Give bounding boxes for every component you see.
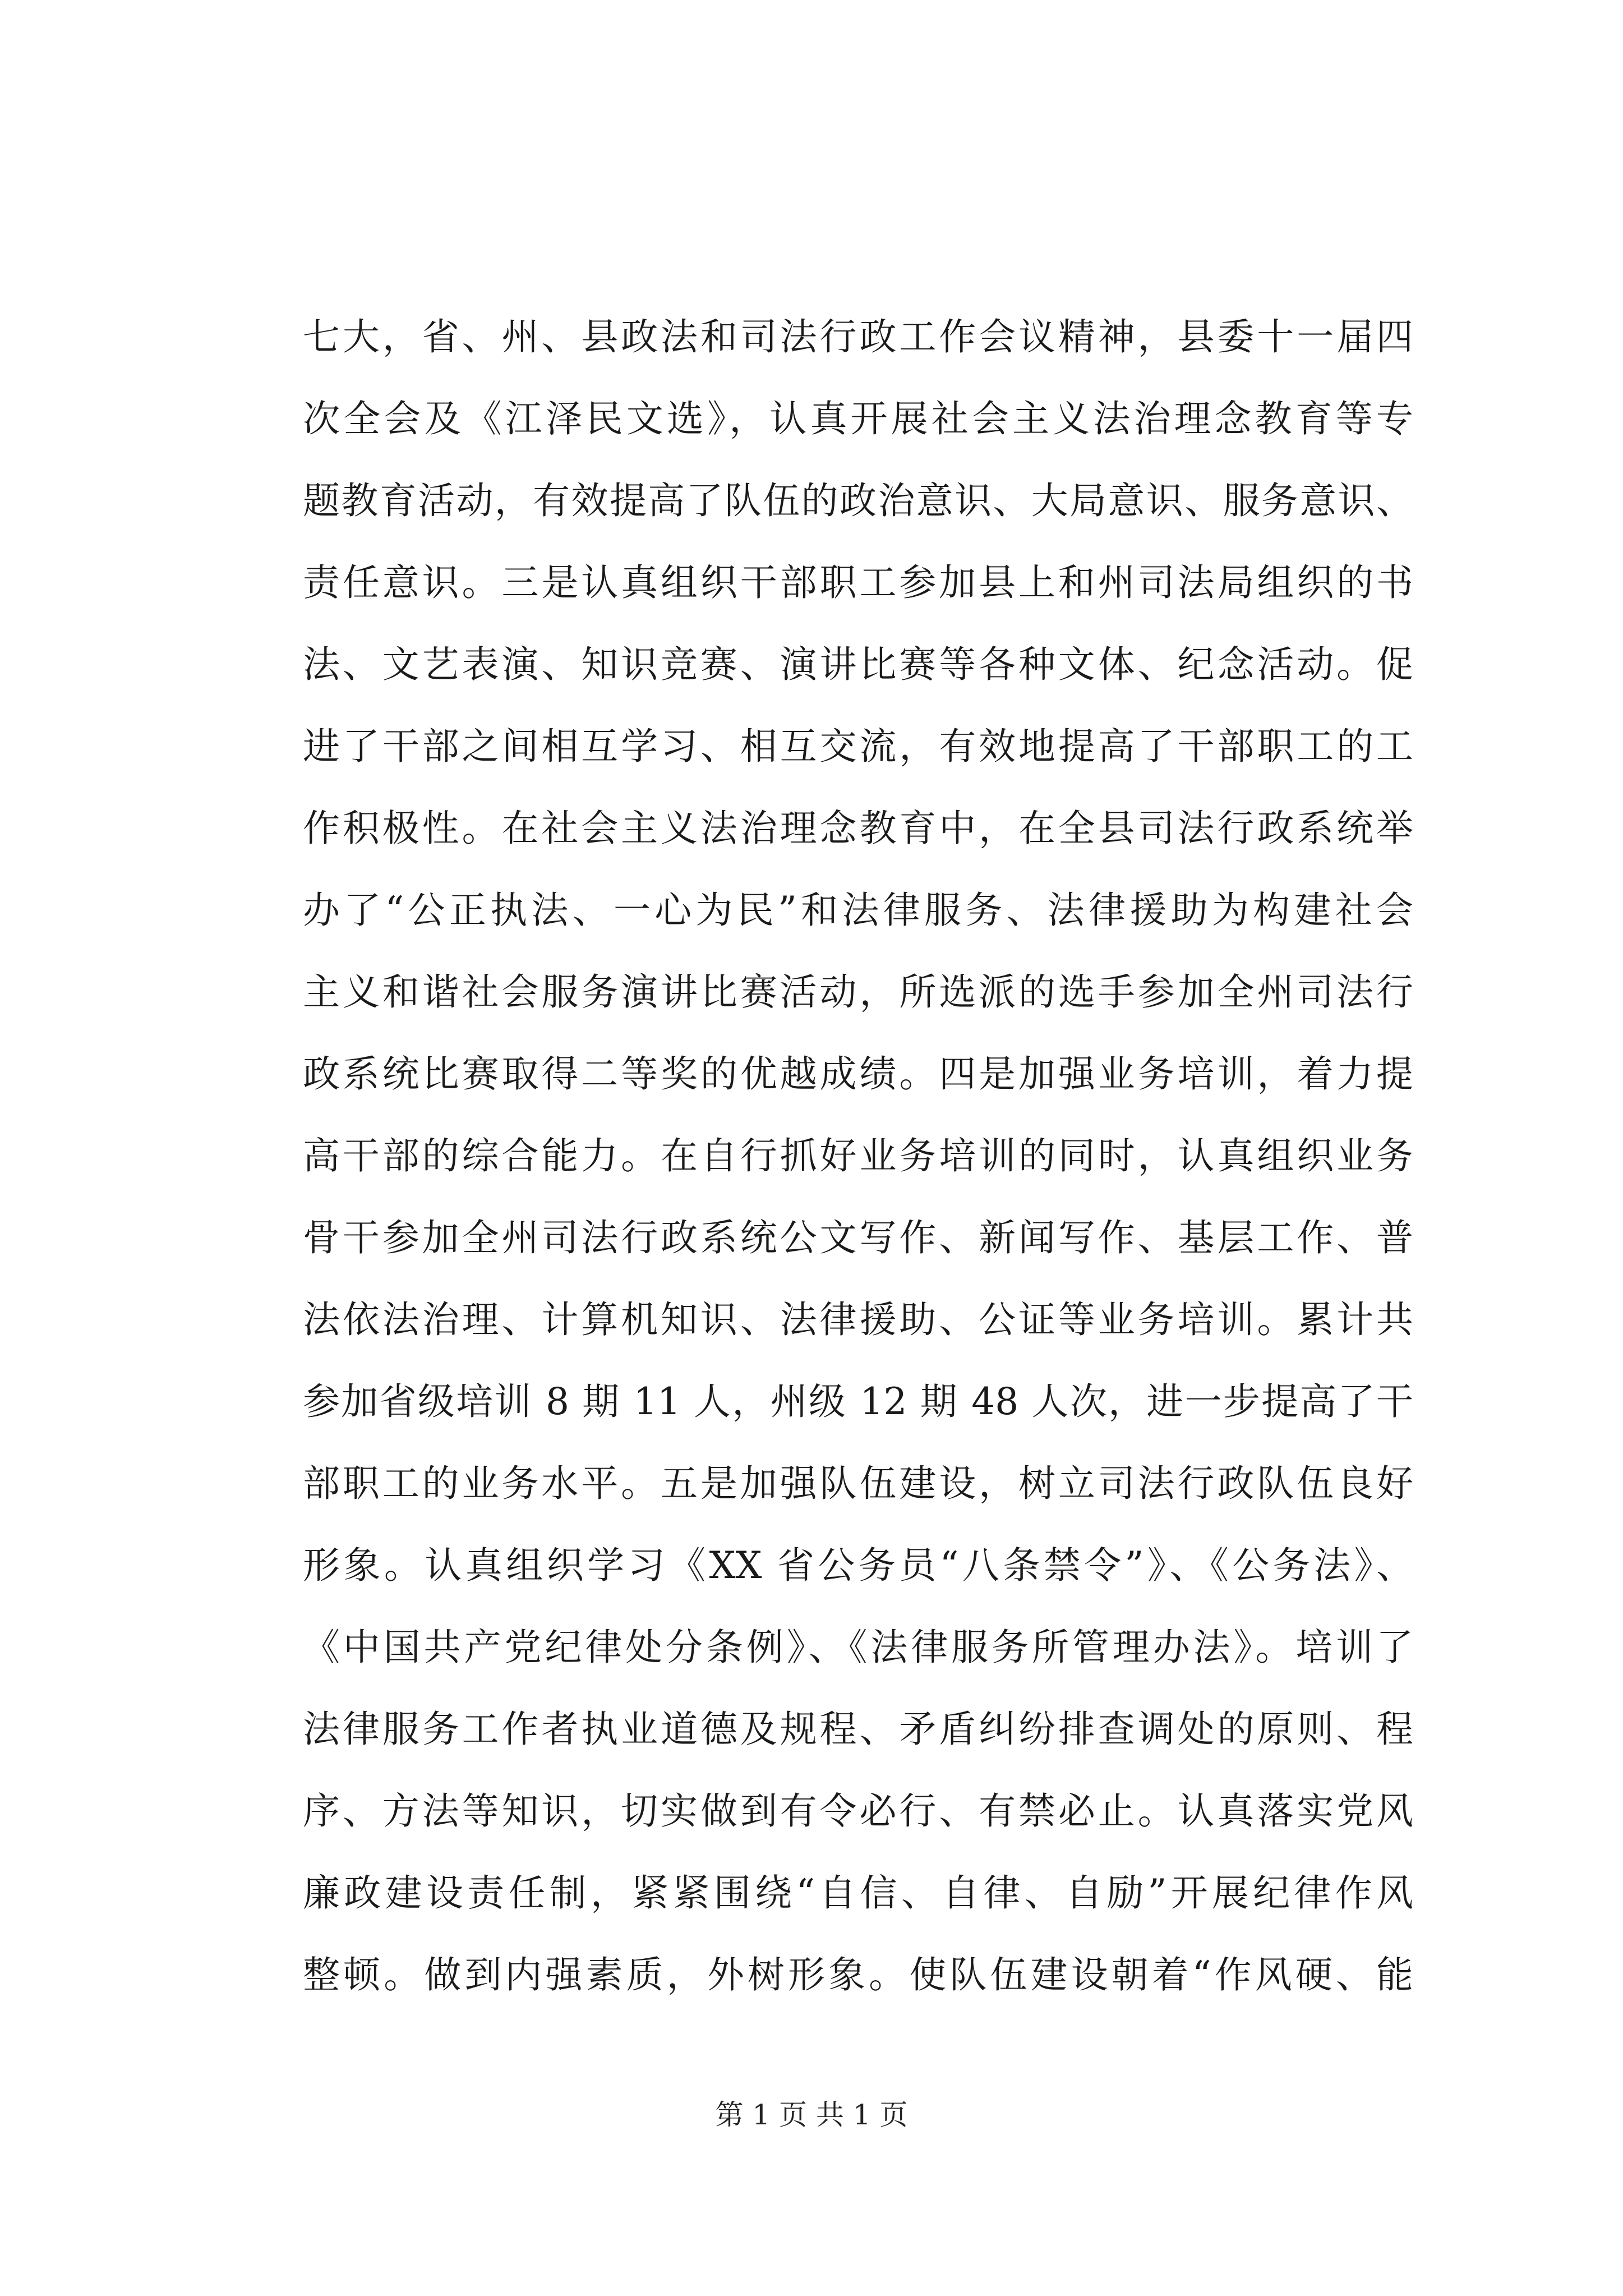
text-line: 次全会及《江泽民文选》，认真开展社会主义法治理念教育等专: [303, 397, 1413, 440]
text-line: 廉政建设责任制，紧紧围绕“自信、自律、自励”开展纪律作风: [303, 1871, 1413, 1915]
text-line: 形象。认真组织学习《XX 省公务员“八条禁令”》、《公务法》、: [303, 1544, 1413, 1587]
text-line: 进了干部之间相互学习、相互交流，有效地提高了干部职工的工: [303, 725, 1413, 768]
text-line: 序、方法等知识，切实做到有令必行、有禁必止。认真落实党风: [303, 1789, 1413, 1833]
text-line: 参加省级培训 8 期 11 人，州级 12 期 48 人次，进一步提高了干: [303, 1380, 1413, 1423]
text-line: 高干部的综合能力。在自行抓好业务培训的同时，认真组织业务: [303, 1134, 1413, 1177]
text-line: 骨干参加全州司法行政系统公文写作、新闻写作、基层工作、普: [303, 1216, 1413, 1259]
text-line: 七大，省、州、县政法和司法行政工作会议精神，县委十一届四: [303, 315, 1413, 358]
page-number-footer: 第 1 页 共 1 页: [715, 2099, 908, 2131]
text-line: 《中国共产党纪律处分条例》、《法律服务所管理办法》。培训了: [303, 1626, 1413, 1669]
text-line: 责任意识。三是认真组织干部职工参加县上和州司法局组织的书: [303, 561, 1413, 604]
text-line: 法依法治理、计算机知识、法律援助、公证等业务培训。累计共: [303, 1298, 1413, 1341]
text-line: 办了“公正执法、一心为民”和法律服务、法律援助为构建社会: [303, 889, 1413, 932]
body-text: [303, 296, 1413, 2016]
text-line: 法、文艺表演、知识竞赛、演讲比赛等各种文体、纪念活动。促: [303, 643, 1413, 686]
text-line: 主义和谐社会服务演讲比赛活动，所选派的选手参加全州司法行: [303, 970, 1413, 1014]
text-line: 部职工的业务水平。五是加强队伍建设，树立司法行政队伍良好: [303, 1462, 1413, 1505]
text-line: 作积极性。在社会主义法治理念教育中，在全县司法行政系统举: [303, 807, 1413, 850]
text-line: 整顿。做到内强素质，外树形象。使队伍建设朝着“作风硬、能: [303, 1953, 1413, 1996]
text-line: 法律服务工作者执业道德及规程、矛盾纠纷排查调处的原则、程: [303, 1708, 1413, 1751]
text-line: 政系统比赛取得二等奖的优越成绩。四是加强业务培训，着力提: [303, 1052, 1413, 1096]
text-line: 题教育活动，有效提高了队伍的政治意识、大局意识、服务意识、: [303, 479, 1413, 522]
